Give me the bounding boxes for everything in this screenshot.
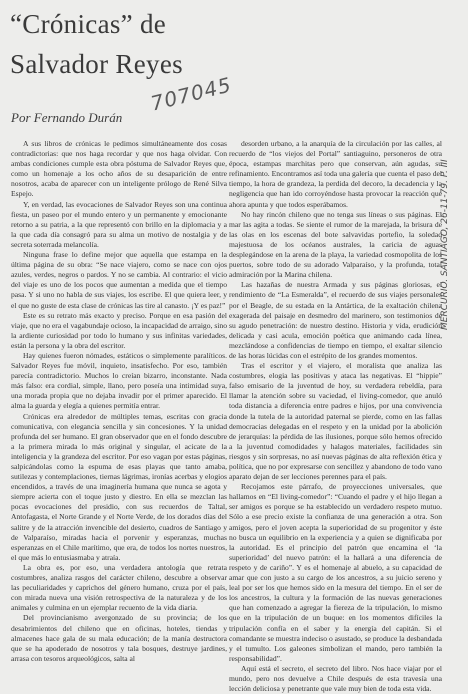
paragraph: desorden urbano, a la anarquía de la circulación por las calles, al recuerdo de “los viejos del Portal” santiaguino, personeros de otra época, estampas marchitas pero que conservan, aún agudas, su refinamiento. Encontramos así toda una galería que cuenta el paso del tiempo, la hora de grandeza, la perdida del decoro, la decadencia y la negligencia que han ido corroyéndose hasta provocar la reacción que ahora apunta y que todos esperábamos. [229,139,442,209]
title-line-1: “Crónicas” de [10,9,167,39]
paragraph: Recojamos este párrafo, de proyecciones universales, que hallamos en “El living-comedor”: “Cuando el padre y el hijo llegan a ser amigos es porque se ha establecido un verdadero respeto mutuo. Sólo a ese precio existe la confianza de una generación a otra. Son amigos, pero el joven acepta la superioridad de su progenitor y éste no busca un equilibrio en la experiencia y a quien se dignificaba por la autoridad. Es el principio del patrón que encamina el ‘la superioridad’ del nuevo patrón: el la hallará a una diferencia de respeto y de cariño”. Y es el homenaje al abuelo, a su capacidad de amar que con justo a su cargo de los ancestros, a su juicio sereno y leal por ser los que hemos sido en la mesura del tiempo. En el ser de los ancestros, la cultura y la formación de las nuevas generaciones que han comenzado a agregar la fiereza de la tripulación, lo mismo que en la tripulación de un buque: en los momentos difíciles la tripulación confía en el saber y la energía del capitán. Si el comandante se muestra indeciso o asustado, se produce la desbandada y el tumulto. Los galeones simbolizan el mando, pero también la responsabilidad”. [229,482,442,663]
left-column [11,139,227,663]
title-line-2: Salvador Reyes [10,49,183,79]
article-title [10,4,310,84]
right-column [229,139,442,694]
paragraph: Aquí está el secreto, el secreto del libro. Nos hace viajar por el mundo, pero nos devuelve a Chile después de esta travesía una lección deliciosa y penetrante que vale muy bien de toda esta vida. [229,663,442,694]
paragraph: La obra es, por eso, una verdadera antología que retrata costumbres, analiza rasgos del carácter chileno, descubre a observar las peculiaridades y caprichos del género humano, cruza por el país, con mirada nueva una visión retrospectiva de la naturaleza y de los animales y culmina en un ejemplar recuento de la vida diaria. [11,562,227,613]
paragraph: Del provincianismo avergonzado de su provincia; de los desabrimientos del chileno que en oficinas, hoteles, tiendas y almacenes hace gala de su mala educación; de la manía destructora que se ha apoderado de nosotros y tala bosques, destruye jardines, arrasa con tesoros arqueológicos, salta al [11,613,227,663]
paragraph: Y, en verdad, las evocaciones de Salvador Reyes son una continua fiesta, un paseo por el mundo entero y un permanente y emocionante retorno a su patria, a la que representó con brillo en la diplomacia y a la que cada día consagró para su alma un motivo de nostalgia y de secreta soterrada melancolía. [11,199,227,249]
byline: Por Fernando Durán [11,110,123,125]
paragraph: Tras el escritor y el viajero, el moralista que analiza las costumbres, elogia las positivas y ataca las negativas. El “hippie” falso emisario de la juventud de hoy, su verdadera rebeldía, para llamar la atención sobre su vaciedad, el living-comedor, que anuló toda distancia a diferencia entre padres e hijos, por una convivencia donde la tutela de la autoridad paternal se pierde, como en las fallas democracias delegadas en el respeto y en la unidad por la abolición de jerarquías: la pérdida de las ilusiones, porque sólo hemos ofrecido a la juventud comodidades y halagos materiales, facilidades sin riesgos y sin sorpresas, no así nuevas páginas de alta reflexión ética y política, que no por expresarse con sencillez y abandono de todo vano aparato dejan de ser lecciones perennes para el país. [229,361,442,482]
paragraph: Ninguna frase lo define mejor que aquella que estampa en la última página de su obra: “Se nace viajero, como se nace con ojos azules, verdes, negros o pardos. Y no se cambia. Al contrario: el vicio del viaje es uno de los pocos que aumentan a medida que el tiempo pasa. Y si uno no habla de sus viajes, los escribe. El que quiera leer, y el que no guste de esta clase de crónicas las tire al canasto. ¡Y es paz!” [11,250,227,310]
paragraph: Hay quienes fueron nómades, estáticos o simplemente paralíticos. Salvador Reyes fue móvil, inquieto, insatisfecho. Por eso, también parecía contradictorio. Muchos lo creían bizarro, inconstante. Nada más falso: era cordial, simple, llano, pero poseía una intimidad suya, una morada propia que no dejaba invadir por el primer aparecido. El alma la guarda y elegía a quienes permitía entrar. [11,350,227,411]
paragraph: A sus libros de crónicas le pedimos simultáneamente dos cosas contradictorias: que nos haga recordar y que nos haga olvidar. Con ambas condiciones cumple esta obra póstuma de Salvador Reyes que, como un homenaje a los ocho años de su desaparición de entre nosotros, acaba de aparecer con un inteligente prólogo de René Silva Espejo. [11,139,227,199]
paragraph: Las hazañas de nuestra Armada y sus páginas gloriosas, el rendimiento de “La Esmeralda”, el recuerdo de sus viajes personales por el Beagle, de su estada en la Antártica, de la exaltación chilena exagerada del paisaje en desmedro del marinero, son testimonios de su agudo penetración: de nuestro destino. Historia y vida, erudición delicada y casi acula, emoción poética que animando cada línea, mezclándose a confidencias de tiempo en tiempo, el exaltar silencio de las horas lúcidas con el estrépito de los grandes momentos. [229,280,442,360]
handwritten-number: 707045 [148,72,235,116]
paragraph: No hay rincón chileno que no tenga sus líneas o sus páginas. El mar las agita a todas. Se siente el rumor de la marejada, la brisura de las olas en los escenas del bote salvavidas portefio, la soledad majestuosa de los océanos australes, la caricia de aguas desplegándose en la arena de la playa, la variedad cosmopolita de los puertos, sobre todo de su adorado Valparaíso, y la profunda, total admiración por la Marina chilena. [229,209,442,280]
paragraph: Crónicas era alrededor de múltiples temas, escritas con gracia comunicativa, con elegancia sencilla y sin concesiones. Y la unidad profunda del ser humano. El gran observador que en el fondo descubre a la primera mirada lo más original y singular, el acicate de la inteligencia y la grandeza del escritor. Por eso vagan por estas páginas, salpicándolas como la espuma de esas playas que tanto amaba, sutilezas y contemplaciones, tiernas lágrimas, ironías acerbas y elogios encendidos, a través de una imaginería humana que nunca se agota y siempre acierta con el toque justo y diestro. En ella se mezclan las pocas evocaciones del presidio, con sus recuerdos de Taltal, Antofagasta, el Norte Grande y el Norte Verde, de los dorados días del salitre y de la atracción invencible del desierto, cuadros de Santiago y de Valparaíso, miradas hacia el porvenir y esperanzas, muchas esperanzas en el Chile marítimo, que era, de todos los nortes nuestros, el que más lo entusiasmaba y atraía. [11,411,227,562]
handwritten-source-note: MERCURIO. SANTIAGO, 26-11-79. P. III [440,159,450,330]
paragraph: Este es su retrato más exacto y preciso. Porque en esa pasión del viaje, que no era el vagabundaje ocioso, la incapacidad de arraigo, sino la ardiente curiosidad por todo lo humano y sus infinitas variedades, están la persona y la obra del escritor. [11,310,227,350]
